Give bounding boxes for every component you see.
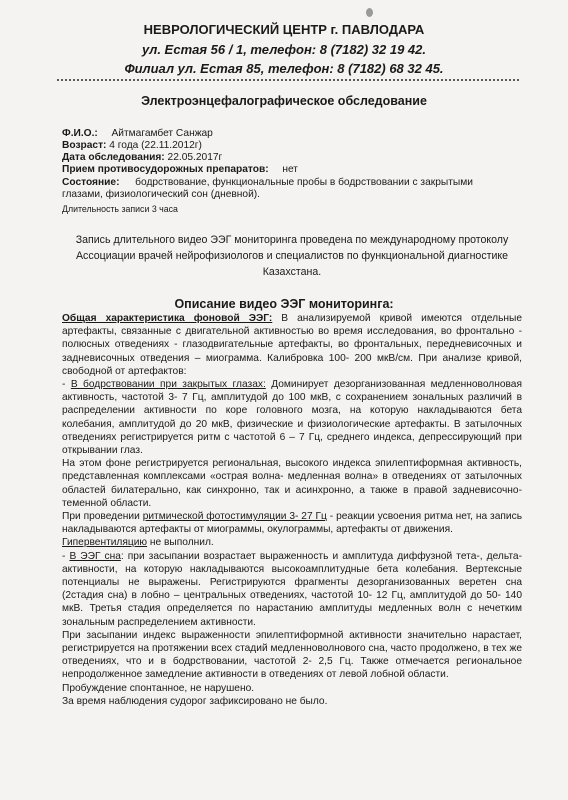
address-branch: Филиал ул. Естая 85, телефон: 8 (7182) 68 32 45.	[124, 61, 444, 76]
photo-paragraph	[62, 510, 522, 536]
age-label: Возраст:	[62, 140, 107, 151]
awake-label: В бодрствовании при закрытых глазах:	[70, 379, 266, 391]
description-body	[62, 312, 522, 708]
hyper-label: Гипервентиляцию	[62, 537, 148, 549]
sleep-paragraph	[62, 550, 522, 629]
record-duration: Длительность записи 3 часа	[62, 204, 178, 214]
date-value: 22.05.2017г	[167, 152, 223, 163]
ink-mark	[366, 8, 373, 17]
state-label: Состояние:	[62, 177, 120, 188]
epi-paragraph: На этом фоне регистрируется региональная, высокого индекса эпилептиформная активность, представленная комплексами «острая волна- медленная волна» в отведениях от затылочных областей билатерально, как синхронно, так и асинхронно, а также в правой задневисочно- теменной области.	[62, 458, 522, 509]
center-name: НЕВРОЛОГИЧЕСКИЙ ЦЕНТР г. ПАВЛОДАРА	[143, 22, 425, 37]
exam-date-row	[62, 152, 222, 164]
hyper-text: не выполнил.	[147, 537, 214, 549]
general-label: Общая характеристика фоновой ЭЭГ:	[62, 313, 273, 324]
state-value-line2: глазами, физиологический сон (дневной).	[62, 189, 260, 200]
photo-text: - реакции усвоения ритма нет, на запись накладываются артефакты от миограммы, окулограммы, артефакты от движения.	[62, 511, 523, 536]
state-value-line1: бодрствование, функциональные пробы в бодрствовании с закрытыми	[135, 177, 473, 188]
sleep-text: : при засыпании возрастает выраженность и амплитуда диффузной тета-, дельта- активности, на которую накладываются высокоамплитудные бета колебания. Вертексные потенциалы не выражены. Регистрируются фрагменты дезорганизованных веретен сна (2стадия сна) в лобно – центральных отведениях, частотой 10- 12 Гц, амплитудой до 50- 140 мкВ. Третья стадия определяется по нарастанию амплитуды медленных волн с нечетким зональным распределением активности.	[62, 550, 522, 628]
awake-paragraph	[62, 378, 522, 457]
sleep-epi-paragraph: При засыпании индекс выраженности эпилептиформной активности значительно нарастает, регистрируется на протяжении всех стадий медленноволнового сна, часто продолжено, в тех же отведениях, что и в бодрствовании, частотой 2- 2,5 Гц. Также отмечается региональное непродолженное замедление активности в отведениях от левой лобной области.	[62, 629, 522, 681]
patient-age-row	[62, 140, 202, 152]
document-title: Электроэнцефалографическое обследование	[141, 94, 427, 108]
awake-dash: -	[62, 379, 71, 391]
wake-paragraph: Пробуждение спонтанное, не нарушено.	[62, 682, 255, 694]
seizure-paragraph: За время наблюдения судорог зафиксировано не было.	[62, 695, 328, 707]
asterisk-divider	[56, 78, 520, 82]
patient-name-row	[62, 128, 213, 140]
meds-row	[62, 164, 298, 176]
meds-label: Прием противосудорожных препаратов:	[62, 164, 269, 175]
awake-text: Доминирует дезорганизованная медленноволновая активность, частотой 3- 7 Гц, амплитудой до 100 мкВ, с сохранением зональных различий в распределении активности по коре головного мозга, на которую накладываются бета колебания, амплитудой до 20 мкВ, физические и физиологические артефакты. В затылочных отведениях регистрируется ритм с частотой 6 – 7 Гц, среднего индекса, депрессирующий при открывании глаз.	[62, 379, 522, 457]
hyper-paragraph	[62, 536, 522, 549]
section-title: Описание видео ЭЭГ мониторинга:	[174, 297, 394, 311]
age-value: 4 года (22.11.2012г)	[109, 140, 202, 151]
name-label: Ф.И.О.:	[62, 128, 98, 139]
state-row	[62, 177, 473, 189]
date-label: Дата обследования:	[62, 152, 165, 163]
general-paragraph	[62, 312, 522, 378]
sleep-dash: -	[62, 550, 70, 562]
meds-value: нет	[282, 164, 298, 175]
photo-pre: При проведении	[62, 511, 143, 523]
sleep-label: В ЭЭГ сна	[69, 550, 121, 562]
address-main: ул. Естая 56 / 1, телефон: 8 (7182) 32 19 42.	[142, 42, 426, 57]
name-value: Айтмагамбет Санжар	[111, 128, 213, 139]
intro-paragraph: Запись длительного видео ЭЭГ мониторинга проведена по международному протоколу Ассоциации врачей нейрофизиологов и специалистов по функциональной диагностике Казахстана.	[75, 234, 509, 278]
general-text: В анализируемой кривой имеются отдельные артефакты, связанные с двигательной активностью во время исследования, во фронтально - полюсных отведениях - глазодвигательные артефакты, во фронтальных, передневисочных и задневисочных отведения – миограмма. Калибровка 100- 200 мкВ/см. При анализе кривой, свободной от артефактов:	[62, 313, 522, 377]
photo-label: ритмической фотостимуляции 3- 27 Гц	[142, 511, 327, 523]
